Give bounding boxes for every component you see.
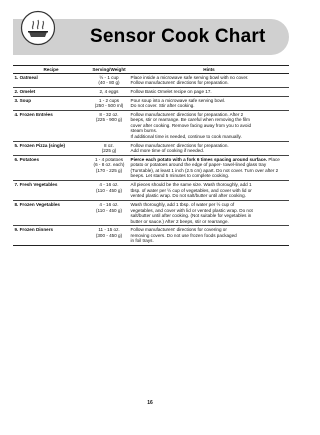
hints-cell (129, 226, 289, 246)
hints-cell (129, 73, 289, 87)
serving-line: 4 - 16 oz. (99, 202, 119, 208)
serving-line: (250 - 500 ml) (94, 103, 124, 109)
serving-line: (110 - 450 g) (96, 207, 122, 213)
serving-cell (89, 226, 129, 246)
recipe-cell: 8. Frozen Vegetables (13, 201, 89, 226)
sensor-cook-table (13, 65, 289, 246)
column-header-recipe: Recipe (13, 66, 89, 74)
column-header-hints: Hints (129, 66, 289, 74)
serving-line: (170 - 225 g) (95, 167, 123, 173)
hints-cell (129, 87, 289, 96)
table-row (13, 141, 289, 155)
hint-line: butter or sauce.) After 2 beeps, stir or rearrange. (130, 218, 229, 224)
serving-line: (225 g) (101, 148, 117, 154)
column-header-serving: Serving/Weight (89, 66, 129, 74)
hint-line: removing covers. Do not use frozen foods packaged (130, 232, 237, 238)
hint-line: If additional time is needed, continue to cook manually. (130, 133, 242, 139)
table-row (13, 201, 289, 226)
serving-line: (6 - 8 oz. each) (93, 162, 125, 168)
hints-cell (129, 141, 289, 155)
serving-cell (89, 73, 129, 87)
serving-cell (89, 201, 129, 226)
hint-line: in foil trays. (130, 238, 154, 244)
hints-cell (129, 181, 289, 201)
hint-line: minutes to complete cooking. (169, 173, 230, 179)
hint-line: towel-lined glass tray (Turntable), at least 1 inch (2.5 cm) (130, 162, 267, 173)
hint-line: Pour soup into a microwave safe serving bowl. (130, 97, 226, 103)
hint-line: Follow manufacturers' directions for covering or (130, 227, 227, 233)
serving-cell (89, 155, 129, 180)
serving-cell (89, 181, 129, 201)
page-number: 16 (147, 400, 153, 406)
recipe-cell: 3. Soup (13, 96, 89, 110)
hints-cell (129, 155, 289, 180)
hint-line: steam burns. (130, 128, 158, 134)
hint-line: All pieces should be the same size. Wash thoroughly, add 1 (130, 182, 252, 188)
serving-line: (40 - 80 g) (98, 80, 120, 85)
table-row (13, 155, 289, 180)
hint-line: vegetables, and cover with lid or vented plastic wrap. Do not (130, 207, 253, 213)
table-header-row (13, 66, 289, 74)
recipe-cell: 7. Fresh Vegetables (13, 181, 89, 201)
serving-line: 11 - 15 oz. (98, 227, 120, 233)
serving-line: ½ - 1 cup (99, 74, 119, 80)
serving-line: (300 - 450 g) (95, 232, 123, 238)
serving-cell (89, 96, 129, 110)
serving-line: (110 - 450 g) (96, 187, 122, 193)
serving-line: 1 - 4 potatoes (94, 156, 124, 162)
serving-line: 8 - 32 oz. (99, 111, 119, 117)
page-title: Sensor Cook Chart (90, 26, 266, 47)
serving-cell (89, 87, 129, 96)
recipe-cell: 4. Frozen Entrées (13, 110, 89, 141)
hint-line: Wash thoroughly, add 1 tbsp. of water per ½ cup of (130, 202, 235, 208)
hint-line: Place potato or potatoes around the edge of paper- (130, 156, 280, 168)
recipe-cell: 2. Omelet (13, 87, 89, 96)
serving-line: 2, 4 eggs (99, 88, 119, 94)
serving-line: (225 - 900 g) (95, 117, 123, 123)
serving-cell (89, 141, 129, 155)
table-row (13, 73, 289, 87)
hint-line: Follow Basic Omelet recipe on page 17. (130, 88, 212, 94)
steam-icon (20, 10, 56, 46)
hint-line: apart. Do not cover. Turn over after 2 beeps. Let stand 5 (130, 167, 279, 179)
hint-line: tbsp. of water per ½ cup of vegetables, and cover with lid or (130, 187, 252, 193)
table-row (13, 87, 289, 96)
hint-line: vented plastic wrap. Do not salt/butter until after cooking. (130, 193, 246, 199)
hints-cell (129, 96, 289, 110)
table-row (13, 110, 289, 141)
hint-line: beeps, stir or rearrange. Be careful when removing the film (130, 117, 250, 123)
serving-cell (89, 110, 129, 141)
recipe-cell: 5. Frozen Pizza (single) (13, 141, 89, 155)
serving-line: 8 oz. (104, 142, 114, 148)
table-row (13, 181, 289, 201)
hint-line: Do not cover. Stir after cooking. (130, 103, 195, 109)
hint-line: Place inside a microwave safe serving bowl with no cover. (130, 74, 249, 80)
recipe-cell: 9. Frozen Dinners (13, 226, 89, 246)
hint-line: Add more time of cooking if needed. (130, 148, 205, 154)
recipe-cell: 6. Potatoes (13, 155, 89, 180)
table-row (13, 226, 289, 246)
hint-line: Follow manufacturers' directions for preparation. (130, 80, 229, 85)
hint-emphasis: Pierce each potato with a fork 6 times spacing around surface. (130, 156, 268, 162)
recipe-cell: 1. Oatmeal (13, 73, 89, 87)
hint-line: Follow manufacturers' directions for preparation. After 2 (130, 111, 244, 117)
table-row (13, 96, 289, 110)
serving-line: 1 - 2 cups (98, 97, 120, 103)
hint-line: Follow manufacturers' directions for preparation. (130, 142, 229, 148)
hint-line: cover after cooking. Remove facing away from you to avoid (130, 122, 252, 128)
hints-cell (129, 201, 289, 226)
hint-line: salt/butter until after cooking. (Not suitable for vegetables in (130, 213, 252, 219)
hints-cell (129, 110, 289, 141)
serving-line: 4 - 16 oz. (99, 182, 119, 188)
